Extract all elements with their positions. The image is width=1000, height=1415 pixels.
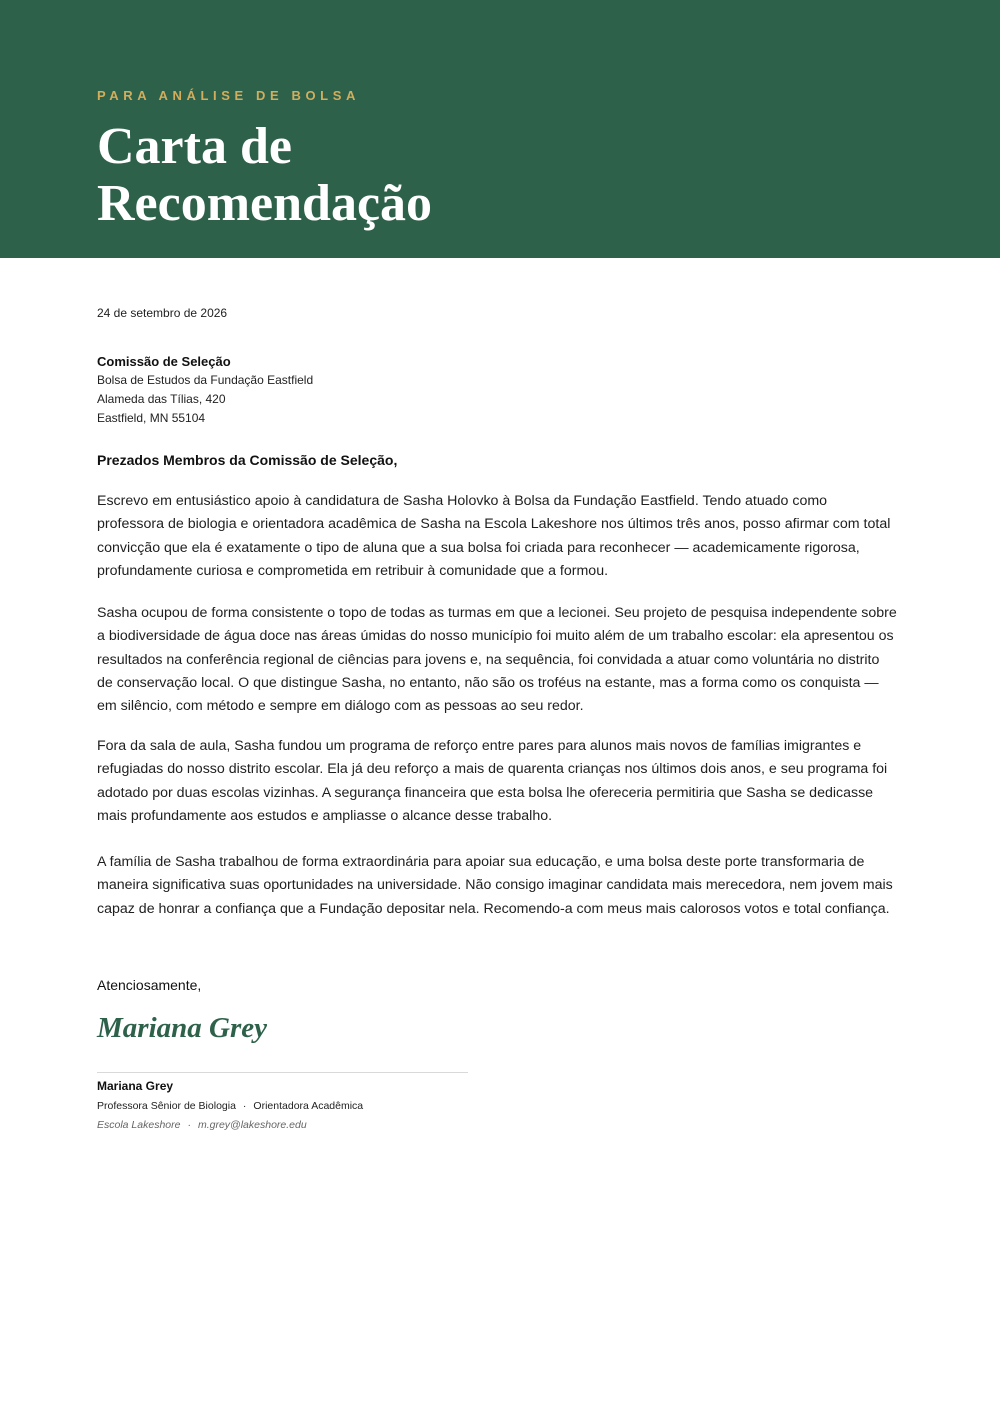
signer-email: m.grey@lakeshore.edu — [197, 1119, 307, 1131]
body-paragraph: Sasha ocupou de forma consistente o topo de todas as turmas em que a lecionei. Seu projeto de pesquisa independente sobre a biodiversidade de água doce nas áreas úmidas do nosso município foi muito além de um trabalho escolar: ela apresentou os resultados na conferência regional de ciências para jovens e, na sequência, foi convidada a atuar como voluntária no distrito de conservação local. O que distingue Sasha, no entanto, não são os troféus na estante, mas a forma como os conquista — em silêncio, com método e sempre em diálogo com as pessoas ao seu redor. — [97, 605, 897, 715]
signer-name: Mariana Grey — [97, 1079, 174, 1093]
body-paragraph: A família de Sasha trabalhou de forma extraordinária para apoiar sua educação, e uma bolsa deste porte transformaria de maneira significativa suas oportunidades na universidade. Não consigo imaginar candidata mais merecedora, nem jovem mais capaz de honrar a confiança que a Fundação depositar nela. Recomendo-a com meus mais calorosos votos e total confiança. — [97, 854, 893, 917]
signer-school: Escola Lakeshore — [97, 1119, 181, 1131]
closing: Atenciosamente, — [97, 977, 202, 993]
signer-contact — [97, 1119, 307, 1131]
separator-dot: · — [242, 1100, 247, 1112]
eyebrow-label: PARA ANÁLISE DE BOLSA — [97, 88, 360, 103]
salutation: Prezados Membros da Comissão de Seleção, — [97, 452, 398, 468]
title-line-1: Carta de — [97, 118, 292, 175]
recipient-line: Eastfield, MN 55104 — [97, 411, 206, 425]
signature-divider — [97, 1072, 468, 1073]
body-paragraph: Escrevo em entusiástico apoio à candidatura de Sasha Holovko à Bolsa da Fundação Eastfield. Tendo atuado como professora de biologia e orientadora acadêmica de Sasha na Escola Lakeshore nos últimos três anos, posso afirmar com total convicção que ela é exatamente o tipo de aluna que a sua bolsa foi criada para reconhecer — academicamente rigorosa, profundamente curiosa e comprometida em retribuir à comunidade que a formou. — [97, 493, 891, 579]
recipient-line: Bolsa de Estudos da Fundação Eastfield — [97, 373, 314, 387]
body-paragraph: Fora da sala de aula, Sasha fundou um programa de reforço entre pares para alunos mais novos de famílias imigrantes e refugiadas do nosso distrito escolar. Ela já deu reforço a mais de quarenta crianças nos últimos dois anos, e seu programa foi adotado por duas escolas vizinhas. A segurança financeira que esta bolsa lhe ofereceria permitiria que Sasha se dedicasse mais profundamente aos estudos e ampliasse o alcance desse trabalho. — [97, 738, 888, 824]
recipient-line: Alameda das Tílias, 420 — [97, 392, 226, 406]
signer-title: Professora Sênior de Biologia — [97, 1100, 236, 1112]
recipient-block — [97, 352, 313, 428]
signature: Mariana Grey — [97, 1012, 267, 1044]
signer-position: Orientadora Acadêmica — [253, 1100, 364, 1112]
recipient-name: Comissão de Seleção — [97, 354, 231, 369]
page-title — [97, 118, 617, 232]
header-banner — [0, 0, 1000, 258]
title-line-2: Recomendação — [97, 175, 433, 232]
signer-role — [97, 1100, 363, 1112]
letter-date: 24 de setembro de 2026 — [97, 306, 228, 320]
separator-dot: · — [187, 1119, 191, 1131]
